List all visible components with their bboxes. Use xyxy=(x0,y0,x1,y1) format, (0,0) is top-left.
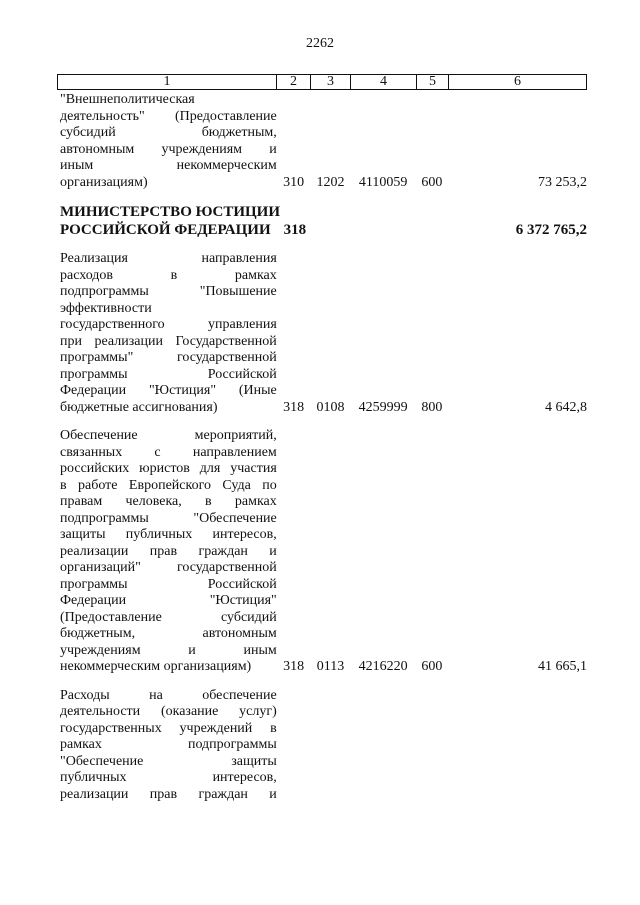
description-line: "Внешнеполитическая xyxy=(60,92,195,107)
description-line: Расходы на обеспечение xyxy=(60,687,277,703)
description-line: организаций" государственной xyxy=(60,560,277,575)
cell-ministry-code: 318 xyxy=(283,399,305,415)
description-line: бюджетным, автономным xyxy=(60,626,277,641)
description-line: Федерации "Юстиция" xyxy=(60,593,277,608)
cell-target-code: 4259999 xyxy=(358,399,408,415)
header-col-2: 2 xyxy=(277,75,311,90)
description-line: некоммерческим организациям) xyxy=(60,659,252,674)
description-line: субсидий бюджетным, xyxy=(60,125,277,140)
description-line: рамках подпрограммы xyxy=(60,737,277,752)
description-line: реализации прав граждан и xyxy=(60,543,277,559)
header-col-4: 4 xyxy=(351,75,417,90)
page-number: 2262 xyxy=(306,36,334,51)
cell-target-code: 4216220 xyxy=(358,659,408,674)
description-line: "Обеспечение защиты xyxy=(60,753,277,769)
cell-expense-type: 800 xyxy=(421,399,443,415)
description-line: Обеспечение мероприятий, xyxy=(60,428,277,443)
table-row xyxy=(57,428,587,676)
description-line: (Предоставление субсидий xyxy=(60,609,277,625)
description-line: российских юристов для участия xyxy=(60,461,277,476)
description-line: бюджетные ассигнования) xyxy=(60,399,218,415)
description-line: в работе Европейского Суда по xyxy=(60,477,277,493)
table-row xyxy=(57,203,587,239)
description-line: при реализации Государственной xyxy=(60,333,277,349)
description-line: публичных интересов, xyxy=(60,770,277,785)
description-line: программы" государственной xyxy=(60,350,277,365)
cell-target-code: 4110059 xyxy=(358,174,408,190)
description-line: деятельность" (Предоставление xyxy=(60,108,277,124)
header-col-3: 3 xyxy=(311,75,351,90)
table-body xyxy=(57,92,587,803)
description-line: организациям) xyxy=(60,174,148,190)
cell-section-code: 0108 xyxy=(316,399,345,415)
description-line: программы Российской xyxy=(60,576,277,592)
row-description xyxy=(57,251,277,416)
description-line: МИНИСТЕРСТВО ЮСТИЦИИ xyxy=(60,204,281,220)
description-line: Реализация направления xyxy=(60,251,277,266)
description-line: реализации прав граждан и xyxy=(60,786,277,802)
row-description xyxy=(57,203,281,239)
description-line: Федерации "Юстиция" (Иные xyxy=(60,383,277,398)
description-line: государственного управления xyxy=(60,317,277,332)
description-line: подпрограммы "Повышение xyxy=(60,284,277,299)
cell-ministry-code: 310 xyxy=(283,174,305,190)
description-line: эффективности xyxy=(60,300,152,316)
cell-ministry-code: 318 xyxy=(283,222,307,238)
description-line: расходов в рамках xyxy=(60,267,277,283)
description-line: программы Российской xyxy=(60,366,277,382)
cell-amount: 6 372 765,2 xyxy=(515,222,587,238)
cell-section-code: 0113 xyxy=(316,659,345,674)
description-line: правам человека, в рамках xyxy=(60,494,277,509)
row-description xyxy=(57,92,277,191)
description-line: иным некоммерческим xyxy=(60,158,277,173)
cell-amount: 4 642,8 xyxy=(545,399,587,415)
cell-amount: 41 665,1 xyxy=(538,659,587,674)
cell-expense-type: 600 xyxy=(421,174,443,190)
table-row xyxy=(57,251,587,416)
header-col-6: 6 xyxy=(449,75,587,90)
description-line: защиты публичных интересов, xyxy=(60,527,277,542)
header-col-1: 1 xyxy=(58,75,277,90)
header-col-5: 5 xyxy=(417,75,449,90)
cell-amount: 73 253,2 xyxy=(538,174,587,190)
description-line: деятельности (оказание услуг) xyxy=(60,704,277,719)
description-line: РОССИЙСКОЙ ФЕДЕРАЦИИ xyxy=(60,222,271,238)
row-description xyxy=(57,688,277,804)
description-line: учреждениям и иным xyxy=(60,642,277,658)
cell-section-code: 1202 xyxy=(316,174,345,190)
description-line: связанных с направлением xyxy=(60,444,277,460)
description-line: автономным учреждениям и xyxy=(60,141,277,157)
cell-ministry-code: 318 xyxy=(283,659,305,674)
table-row xyxy=(57,92,587,191)
table-row xyxy=(57,688,587,804)
row-description xyxy=(57,428,277,676)
column-header-table xyxy=(57,74,587,90)
description-line: подпрограммы "Обеспечение xyxy=(60,510,277,526)
cell-expense-type: 600 xyxy=(421,659,443,674)
description-line: государственных учреждений в xyxy=(60,720,277,736)
